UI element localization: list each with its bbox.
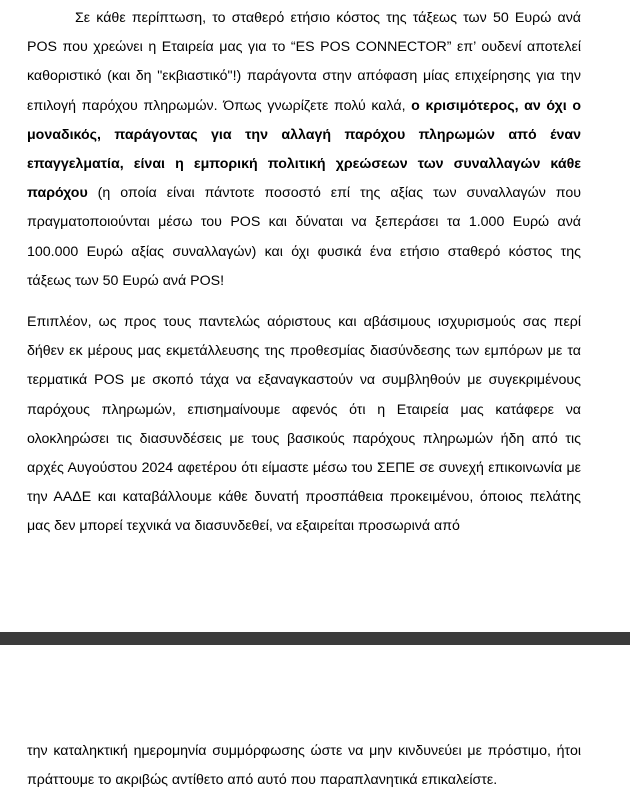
paragraph-1-bold-text: ο κρισιμότερος, αν όχι ο μοναδικός, παράγοντας για την αλλαγή παρόχου πληρωμών από έναν επαγγελματία, είναι η εμπορική πολιτική χρεώσεων των συναλλαγών κάθε παρόχου [27,97,581,202]
paragraph-1 [27,4,581,296]
paragraph-2: Επιπλέον, ως προς τους παντελώς αόριστους και αβάσιμους ισχυρισμούς σας περί δήθεν εκ μέρους μας εκμετάλλευσης της προθεσμίας διασύνδεσης των εμπόρων με τα τερματικά POS με σκοπό τάχα να εξαναγκαστούν να συμβληθούν με συγεκριμένους παρόχους πληρωμών, επισημαίνουμε αφενός ότι η Εταιρεία μας κατάφερε να ολοκληρώσει τις διασυνδέσεις με τους βασικούς παρόχους πληρωμών ήδη από τις αρχές Αυγούστου 2024 αφετέρου ότι είμαστε μέσω του ΣΕΠΕ σε συνεχή επικοινωνία με την ΑΑΔΕ και καταβάλλουμε κάθε δυνατή προσπάθεια προκειμένου, όποιος πελάτης μας δεν μπορεί τεχνικά να διασυνδεθεί, να εξαιρείται προσωρινά από [27,314,581,535]
paragraph-1-text-a: Σε κάθε περίπτωση, το σταθερό ετήσιο κόστος της τάξεως των 50 Ευρώ ανά POS που χρεώνει η Εταιρεία μας για το “ES POS CONNECTOR” επ’ ουδενί αποτελεί καθοριστικό (και δη "εκβιαστικό"!) παράγοντα στην απόφαση μίας επιχείρησης για την επιλογή παρόχου πληρωμών. Όπως γνωρίζετε πολύ καλά, [27,10,581,114]
paragraph-3: την καταληκτική ημερομηνία συμμόρφωσης ώστε να μην κινδυνεύει με πρόστιμο, ήτοι πράττουμε το ακριβώς αντίθετο από αυτό που παραπλανητικά επικαλείστε. [27,743,581,789]
paragraph-1-text-b: (η οποία είναι πάντοτε ποσοστό επί της αξίας των συναλλαγών που πραγματοποιούνται μέσω του POS και δύναται να ξεπεράσει τα 1.000 Ευρώ ανά 100.000 Ευρώ αξίας συναλλαγών) και όχι φυσικά ένα ετήσιο σταθερό κόστος της τάξεως των 50 Ευρώ ανά POS! [27,185,581,289]
page-separator [0,632,630,645]
